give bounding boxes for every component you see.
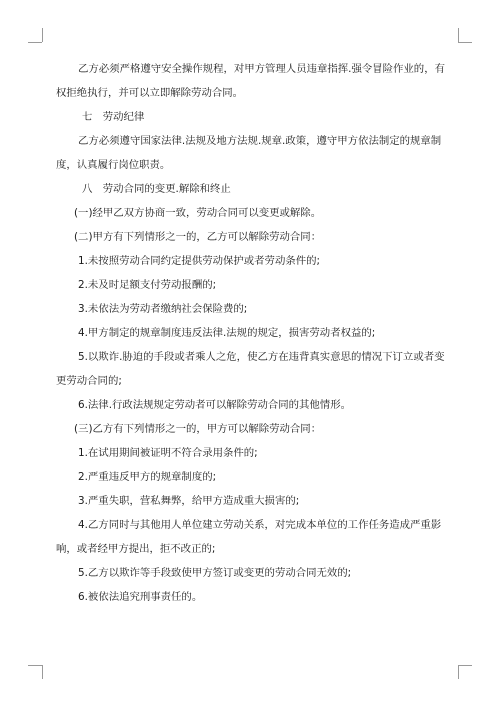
list-item: 2.未及时足额支付劳动报酬的; — [78, 279, 217, 291]
list-item: 5.以欺诈.胁迫的手段或者乘人之危，使乙方在违背真实意思的情况下订立或者变 — [78, 351, 445, 363]
paragraph-line: (三)乙方有下列情形之一的，甲方可以解除劳动合同： — [74, 423, 322, 435]
document-body — [56, 62, 446, 604]
list-item: 3.严重失职，营私舞弊，给甲方造成重大损害的; — [78, 495, 300, 507]
crop-mark — [42, 665, 43, 679]
crop-mark — [42, 28, 43, 42]
paragraph-line: 度，认真履行岗位职责。 — [56, 159, 171, 171]
paragraph-line: 响，或者经甲方提出，拒不改正的; — [56, 543, 216, 555]
list-item: 2.严重违反甲方的规章制度的; — [78, 471, 217, 483]
list-item: 4.甲方制定的规章制度违反法律.法规的规定，损害劳动者权益的; — [78, 327, 376, 339]
list-item: 4.乙方同时与其他用人单位建立劳动关系，对完成本单位的工作任务造成严重影 — [78, 519, 442, 531]
crop-mark — [28, 42, 42, 43]
section-heading: 八 劳动合同的变更.解除和终止 — [82, 183, 231, 195]
list-item: 1.未按照劳动合同约定提供劳动保护或者劳动条件的; — [78, 255, 321, 267]
section-heading: 七 劳动纪律 — [82, 111, 145, 123]
crop-mark — [458, 28, 459, 42]
paragraph-line: 乙方必须严格遵守安全操作规程，对甲方管理人员违章指挥.强令冒险作业的，有 — [78, 63, 445, 75]
paragraph-line: 更劳动合同的; — [56, 375, 122, 387]
crop-mark — [458, 42, 472, 43]
paragraph-line: (二)甲方有下列情形之一的，乙方可以解除劳动合同： — [74, 231, 322, 243]
crop-mark — [28, 665, 42, 666]
crop-mark — [458, 665, 459, 679]
paragraph-line: (一)经甲乙双方协商一致，劳动合同可以变更或解除。 — [74, 207, 322, 219]
paragraph-line: 乙方必须遵守国家法律.法规及地方法规.规章.政策，遵守甲方依法制定的规章制 — [78, 135, 442, 147]
list-item: 3.未依法为劳动者缴纳社会保险费的; — [78, 303, 248, 315]
list-item: 5.乙方以欺诈等手段致使甲方签订或变更的劳动合同无效的; — [78, 567, 352, 579]
list-item: 6.法律.行政法规规定劳动者可以解除劳动合同的其他情形。 — [78, 399, 351, 411]
list-item: 1.在试用期间被证明不符合录用条件的; — [78, 447, 258, 459]
list-item: 6.被依法追究刑事责任的。 — [78, 591, 203, 603]
crop-mark — [458, 665, 472, 666]
paragraph-line: 权拒绝执行，并可以立即解除劳动合同。 — [56, 87, 244, 99]
